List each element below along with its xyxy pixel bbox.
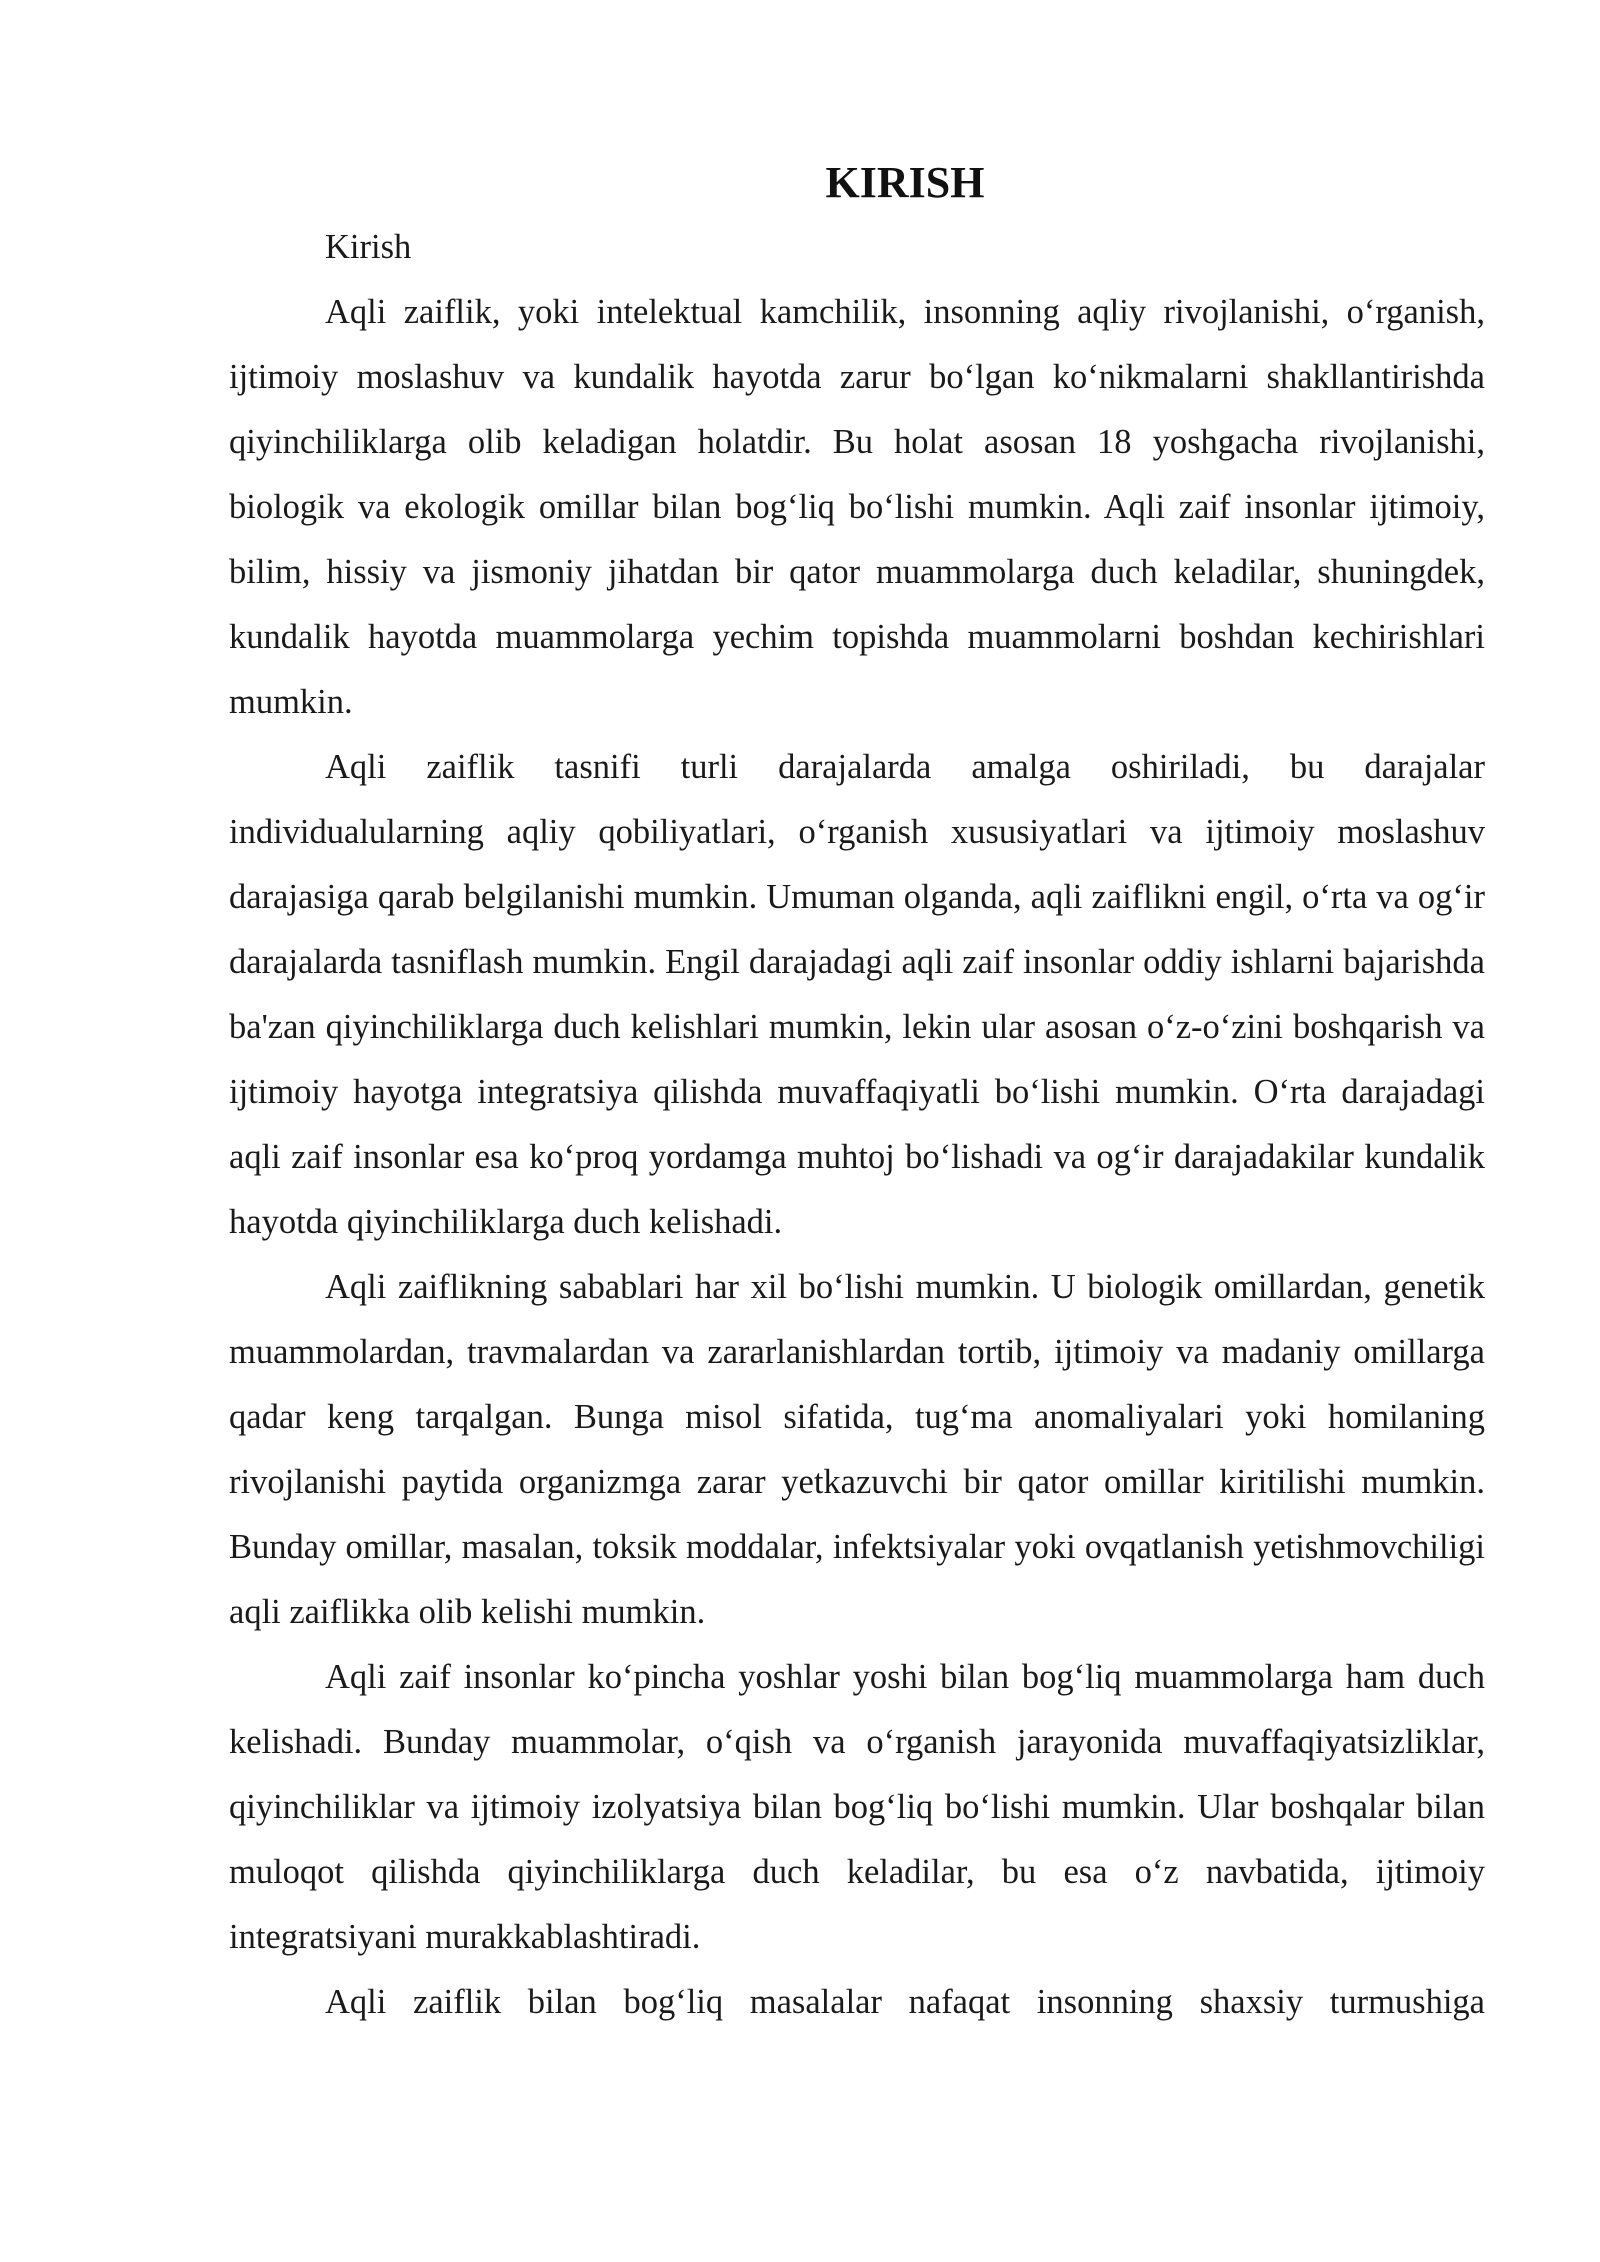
document-body [229, 150, 1485, 2035]
paragraph-2: Aqli zaiflik tasnifi turli darajalarda amalga oshiriladi, bu darajalar individualularning aqliy qobiliyatlari, o‘rganish xususiyatlari va ijtimoiy moslashuv darajasiga qarab belgilanishi mumkin. Umuman olganda, aqli zaiflikni engil, o‘rta va og‘ir darajalarda tasniflash mumkin. Engil darajadagi aqli zaif insonlar oddiy ishlarni bajarishda ba'zan qiyinchiliklarga duch kelishlari mumkin, lekin ular asosan o‘z-o‘zini boshqarish va ijtimoiy hayotga integratsiya qilishda muvaffaqiyatli bo‘lishi mumkin. O‘rta darajadagi aqli zaif insonlar esa ko‘proq yordamga muhtoj bo‘lishadi va og‘ir darajadakilar kundalik hayotda qiyinchiliklarga duch kelishadi. [229, 748, 1485, 1241]
paragraph-4: Aqli zaif insonlar ko‘pincha yoshlar yoshi bilan bog‘liq muammolarga ham duch kelishadi. Bunday muammolar, o‘qish va o‘rganish jarayonida muvaffaqiyatsizliklar, qiyinchiliklar va ijtimoiy izolyatsiya bilan bog‘liq bo‘lishi mumkin. Ular boshqalar bilan muloqot qilishda qiyinchiliklarga duch keladilar, bu esa o‘z navbatida, ijtimoiy integratsiyani murakkablashtiradi. [229, 1658, 1485, 1956]
section-subheading: Kirish [325, 228, 412, 266]
paragraph-5: Aqli zaiflik bilan bog‘liq masalalar nafaqat insonning shaxsiy turmushiga [325, 1983, 1485, 2021]
paragraph-3: Aqli zaiflikning sabablari har xil bo‘lishi mumkin. U biologik omillardan, genetik muammolardan, travmalardan va zararlanishlardan tortib, ijtimoiy va madaniy omillarga qadar keng tarqalgan. Bunga misol sifatida, tug‘ma anomaliyalari yoki homilaning rivojlanishi paytida organizmga zarar yetkazuvchi bir qator omillar kiritilishi mumkin. Bunday omillar, masalan, toksik moddalar, infektsiyalar yoki ovqatlanish yetishmovchiligi aqli zaiflikka olib kelishi mumkin. [229, 1268, 1485, 1631]
paragraph-1: Aqli zaiflik, yoki intelektual kamchilik, insonning aqliy rivojlanishi, o‘rganish, ijtimoiy moslashuv va kundalik hayotda zarur bo‘lgan ko‘nikmalarni shakllantirishda qiyinchiliklarga olib keladigan holatdir. Bu holat asosan 18 yoshgacha rivojlanishi, biologik va ekologik omillar bilan bog‘liq bo‘lishi mumkin. Aqli zaif insonlar ijtimoiy, bilim, hissiy va jismoniy jihatdan bir qator muammolarga duch keladilar, shuningdek, kundalik hayotda muammolarga yechim topishda muammolarni boshdan kechirishlari mumkin. [229, 293, 1485, 721]
page-title: KIRISH [825, 158, 985, 207]
